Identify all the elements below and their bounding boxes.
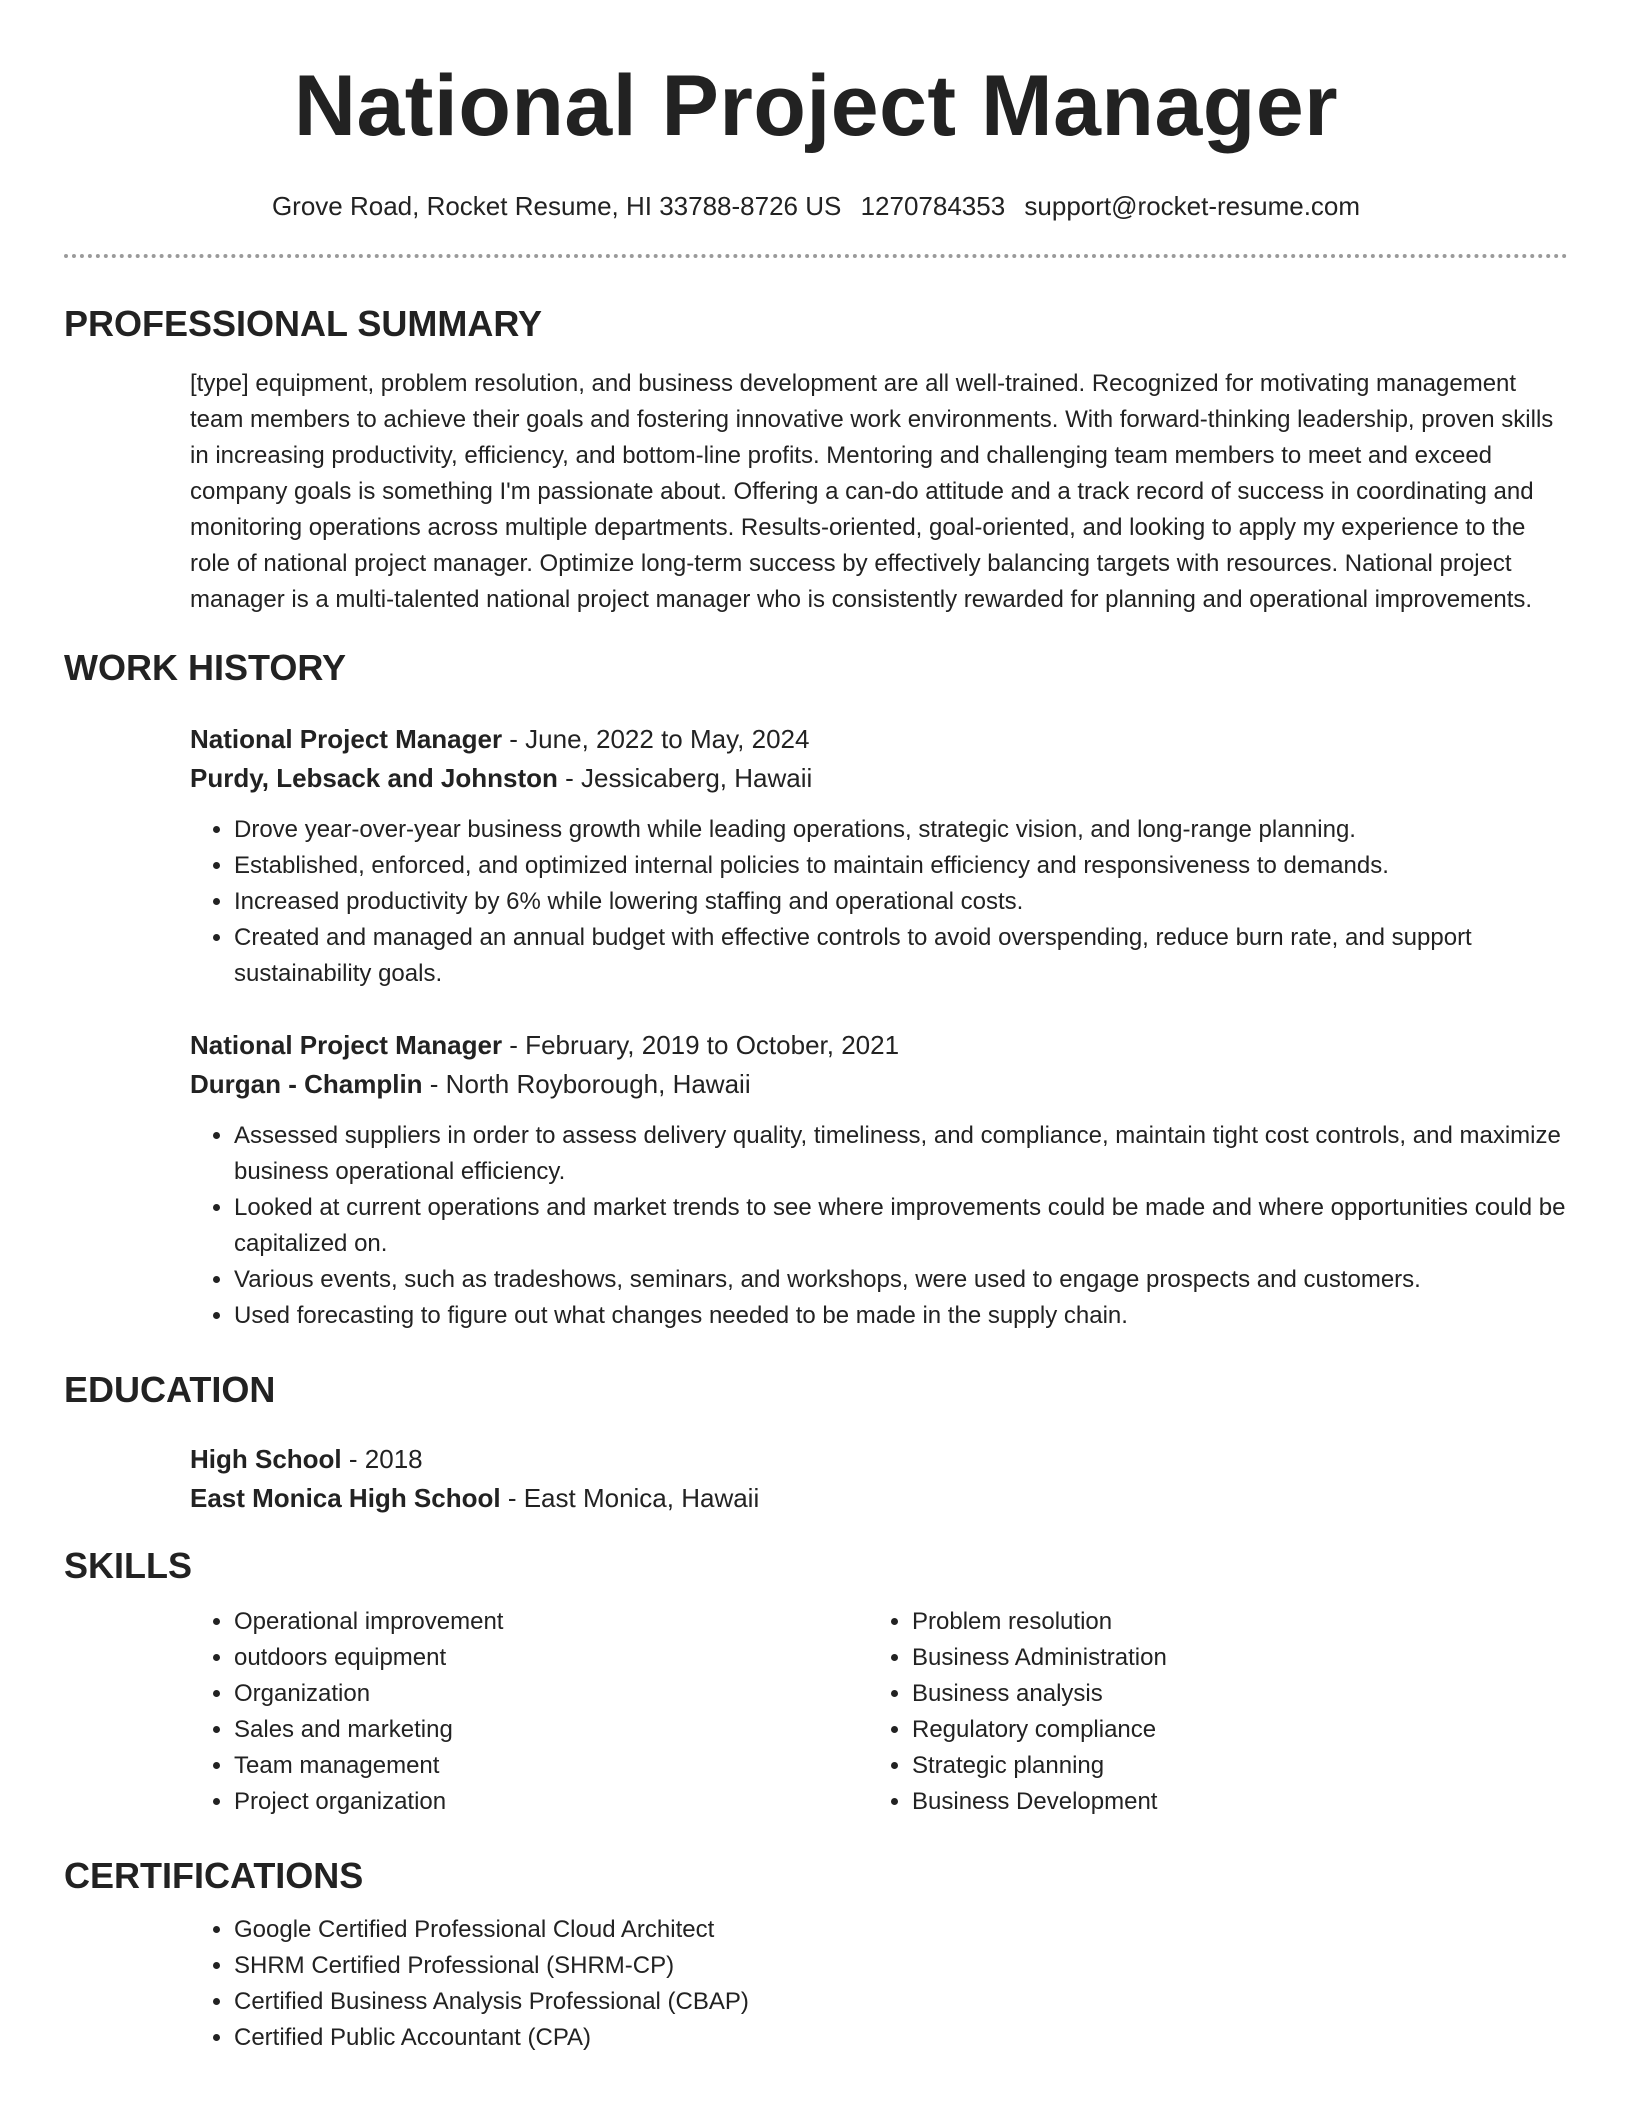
skill-item: • Business Development	[912, 1784, 1546, 1820]
job-bullets	[190, 812, 1568, 992]
job-dates: - February, 2019 to October, 2021	[502, 1030, 900, 1060]
resume-name: National Project Manager	[293, 58, 1339, 154]
job-bullet: • Various events, such as tradeshows, seminars, and workshops, were used to engage prospects and customers.	[234, 1262, 1568, 1298]
education-degree-line	[190, 1440, 1568, 1479]
job-role: National Project Manager	[190, 1030, 503, 1060]
skill-item: • Problem resolution	[912, 1604, 1546, 1640]
job-entry	[190, 1026, 1568, 1334]
job-bullet: • Established, enforced, and optimized internal policies to maintain efficiency and responsiveness to demands.	[234, 848, 1568, 884]
job-location: - North Royborough, Hawaii	[422, 1069, 751, 1099]
education-entry	[64, 1440, 1568, 1518]
job-entry	[190, 720, 1568, 992]
education-school-line	[190, 1479, 1568, 1518]
job-bullets	[190, 1118, 1568, 1334]
job-bullet: • Drove year-over-year business growth while leading operations, strategic vision, and long-range planning.	[234, 812, 1568, 848]
skill-item: • Business Administration	[912, 1640, 1546, 1676]
skill-item: • Business analysis	[912, 1676, 1546, 1712]
summary-text: [type] equipment, problem resolution, and business development are all well-trained. Recognized for motivating management team members to achieve their goals and fostering innovative work environments. With forward-thinking leadership, proven skills in increasing productivity, efficiency, and bottom-line profits. Mentoring and challenging team members to meet and exceed company goals is something I'm passionate about. Offering a can-do attitude and a track record of success in coordinating and monitoring operations across multiple departments. Results-oriented, goal-oriented, and looking to apply my experience to the role of national project manager. Optimize long-term success by effectively balancing targets with resources. National project manager is a multi-talented national project manager who is consistently rewarded for planning and operational improvements.	[190, 370, 1554, 613]
job-bullet: • Assessed suppliers in order to assess delivery quality, timeliness, and compliance, maintain tight cost controls, and maximize business operational efficiency.	[234, 1118, 1568, 1190]
section-title-certifications: CERTIFICATIONS	[64, 1855, 364, 1896]
skill-item: • Regulatory compliance	[912, 1712, 1546, 1748]
job-dates: - June, 2022 to May, 2024	[502, 724, 810, 754]
job-bullet: • Increased productivity by 6% while lowering staffing and operational costs.	[234, 884, 1568, 920]
skills-column-left	[190, 1604, 868, 1820]
skill-item: • Operational improvement	[234, 1604, 868, 1640]
certification-item: • Google Certified Professional Cloud Architect	[234, 1912, 1568, 1948]
skill-item: • Team management	[234, 1748, 868, 1784]
job-bullet: • Used forecasting to figure out what changes needed to be made in the supply chain.	[234, 1298, 1568, 1334]
section-title-education: EDUCATION	[64, 1369, 276, 1410]
header-divider	[64, 254, 1568, 258]
contact-email: support@rocket-resume.com	[1024, 191, 1361, 221]
skill-item: • Strategic planning	[912, 1748, 1546, 1784]
job-location: - Jessicaberg, Hawaii	[557, 763, 813, 793]
certifications-list	[190, 1912, 1568, 2056]
section-title-skills: SKILLS	[64, 1545, 193, 1586]
education-degree: High School	[190, 1444, 342, 1474]
education-location: - East Monica, Hawaii	[500, 1483, 760, 1513]
job-bullet: • Created and managed an annual budget with effective controls to avoid overspending, reduce burn rate, and support sustainability goals.	[234, 920, 1568, 992]
certification-item: • Certified Business Analysis Professional (CBAP)	[234, 1984, 1568, 2020]
certification-item: • Certified Public Accountant (CPA)	[234, 2020, 1568, 2056]
job-company: Purdy, Lebsack and Johnston	[190, 763, 558, 793]
contact-address: Grove Road, Rocket Resume, HI 33788-8726 US	[271, 191, 842, 221]
section-title-work-history: WORK HISTORY	[64, 647, 347, 688]
job-company-line	[190, 1065, 1568, 1104]
job-title-line	[190, 1026, 1568, 1065]
job-company-line	[190, 759, 1568, 798]
job-company: Durgan - Champlin	[190, 1069, 423, 1099]
job-title-line	[190, 720, 1568, 759]
job-role: National Project Manager	[190, 724, 503, 754]
education-school: East Monica High School	[190, 1483, 501, 1513]
skill-item: • Organization	[234, 1676, 868, 1712]
work-history-list	[64, 720, 1568, 1334]
skill-item: • Project organization	[234, 1784, 868, 1820]
skill-item: • Sales and marketing	[234, 1712, 868, 1748]
contact-phone: 1270784353	[860, 191, 1006, 221]
skills-column-right	[868, 1604, 1546, 1820]
education-year: - 2018	[341, 1444, 423, 1474]
skills-grid	[190, 1604, 1568, 1820]
skill-item: • outdoors equipment	[234, 1640, 868, 1676]
section-title-summary: PROFESSIONAL SUMMARY	[64, 303, 543, 344]
job-bullet: • Looked at current operations and market trends to see where improvements could be made and where opportunities could be capitalized on.	[234, 1190, 1568, 1262]
contact-line	[64, 188, 1568, 224]
certification-item: • SHRM Certified Professional (SHRM-CP)	[234, 1948, 1568, 1984]
